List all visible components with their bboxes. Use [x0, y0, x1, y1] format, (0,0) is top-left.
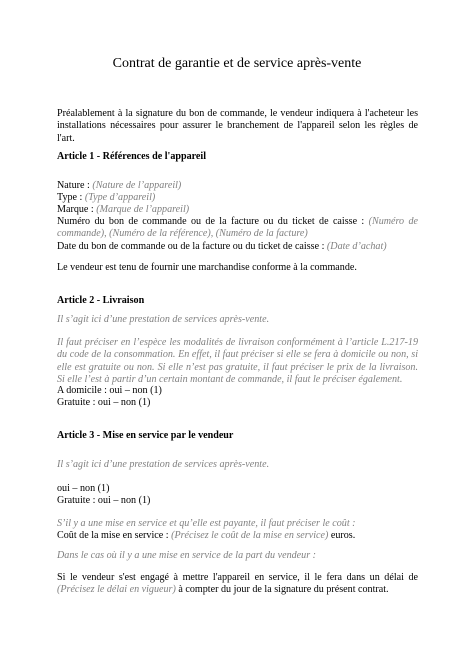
setup-free-option: Gratuite : oui – non (1): [57, 495, 151, 506]
field-nature-placeholder: (Nature de l’appareil): [92, 180, 182, 191]
field-numero-placeholder: (Numéro de commande), (Numéro de la référence), (Numéro de la facture): [57, 216, 418, 240]
setup-cost-label: Coût de la mise en service :: [57, 530, 172, 541]
delivery-home-option: A domicile : oui – non (1): [57, 385, 162, 396]
field-marque: [57, 204, 418, 216]
field-type-label: Type :: [57, 192, 85, 203]
setup-cost-placeholder: (Précisez le coût de la mise en service): [171, 530, 329, 541]
setup-delay-placeholder: (Précisez le délai en vigueur): [57, 584, 176, 596]
document-title: Contrat de garantie et de service après-vente: [112, 56, 362, 71]
setup-cost-note: S’il y a une mise en service et qu’elle est payante, il faut préciser le coût :: [57, 518, 356, 529]
field-type-placeholder: (Type d’appareil): [84, 192, 156, 203]
field-nature: [57, 180, 418, 192]
field-numero: [57, 216, 418, 241]
setup-option: oui – non (1): [57, 483, 110, 494]
conformity-statement: Le vendeur est tenu de fournir une marchandise conforme à la commande.: [57, 262, 357, 273]
field-date: [57, 241, 418, 253]
article-2-instructions: Il faut préciser en l’espèce les modalités de livraison conformément à l’article L.217-19 du code de la consommation. En effet, il faut préciser si elle se fera à domicile ou non, si elle est gratuite ou non. Si elle n’est pas gratuite, il faut préciser le prix de la livraison. Si elle l’est à partir d’un certain montant de commande, il faut le préciser également.: [57, 337, 418, 386]
field-date-placeholder: (Date d’achat): [326, 241, 387, 252]
article-1-heading: Article 1 - Références de l'appareil: [57, 151, 207, 162]
field-nature-label: Nature :: [57, 180, 93, 191]
article-3-note: Il s’agit ici d’une prestation de services après-vente.: [57, 459, 270, 470]
setup-delay-label: Si le vendeur s'est engagé à mettre l'appareil en service, il le fera dans un délai de: [57, 572, 418, 583]
setup-delay-end: à compter du jour de la signature du présent contrat.: [175, 584, 389, 596]
article-2-note: Il s’agit ici d’une prestation de services après-vente.: [57, 314, 270, 325]
article-3-heading: Article 3 - Mise en service par le vendeur: [57, 430, 234, 441]
field-type: [57, 192, 418, 204]
setup-cost-field: [57, 530, 418, 542]
setup-delay-clause: [57, 572, 418, 597]
article-2-heading: Article 2 - Livraison: [57, 295, 145, 306]
setup-condition-note: Dans le cas où il y a une mise en service de la part du vendeur :: [57, 550, 317, 561]
field-marque-placeholder: (Marque de l’appareil): [96, 204, 190, 215]
field-date-label: Date du bon de commande ou de la facture ou du ticket de caisse :: [57, 241, 327, 252]
intro-paragraph: Préalablement à la signature du bon de commande, le vendeur indiquera à l'acheteur les installations nécessaires pour assurer le branchement de l'appareil selon les règles de l'art.: [57, 108, 418, 144]
field-marque-label: Marque :: [57, 204, 97, 215]
delivery-free-option: Gratuite : oui – non (1): [57, 397, 151, 408]
field-numero-label: Numéro du bon de commande ou de la facture ou du ticket de caisse :: [57, 216, 369, 227]
setup-cost-unit: euros.: [328, 530, 356, 541]
